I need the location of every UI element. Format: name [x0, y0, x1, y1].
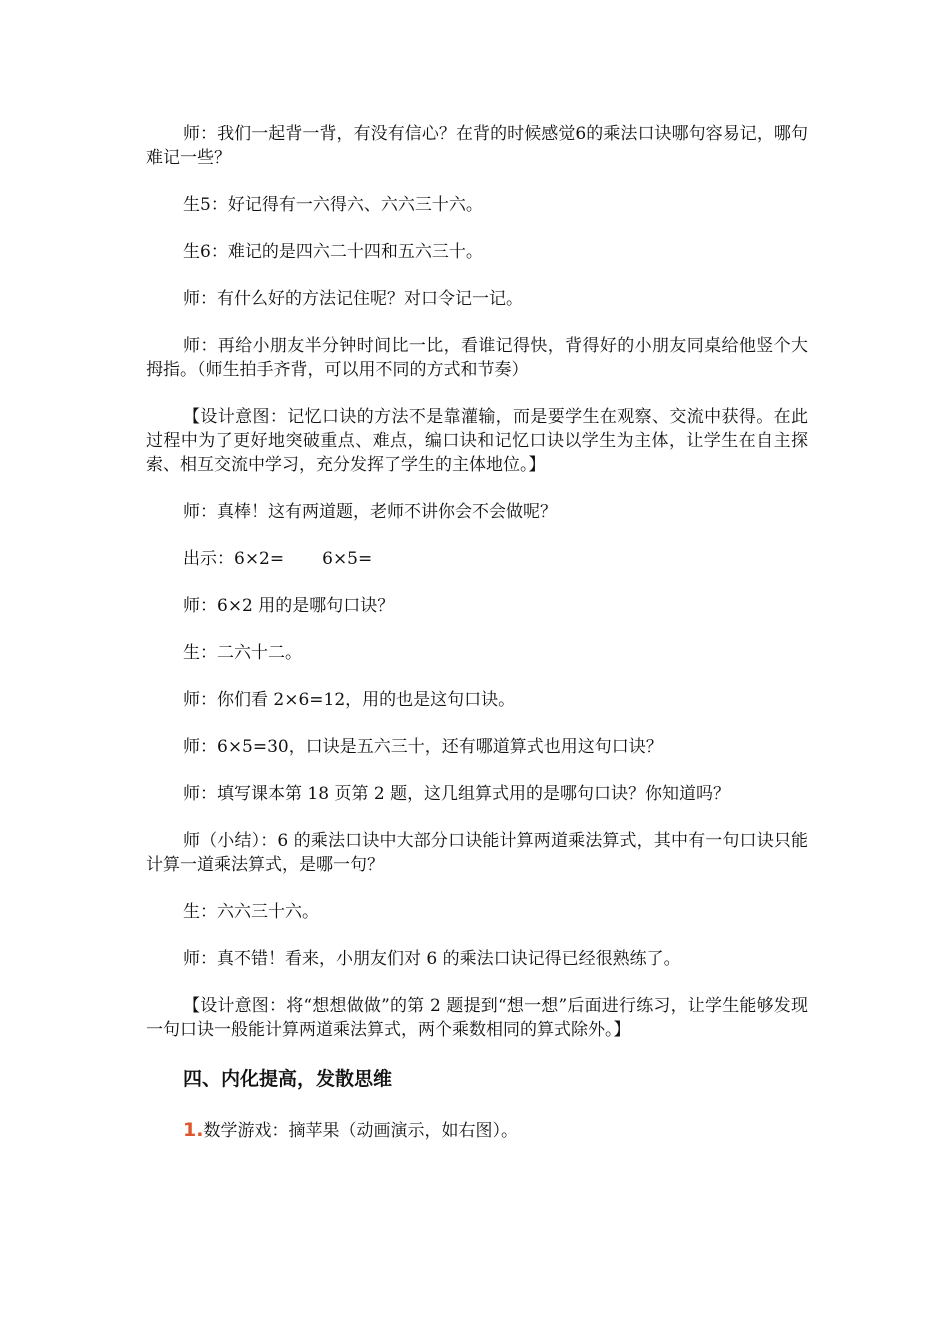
item-text: 数学游戏：摘苹果（动画演示，如右图）。: [203, 1121, 518, 1141]
show-problem-1: 出示：6×2=: [183, 549, 285, 569]
paragraph: 师：我们一起背一背，有没有信心？在背的时候感觉6的乘法口诀哪句容易记，哪句难记一些？: [146, 124, 808, 168]
paragraph: 师：6×2 用的是哪句口诀？: [183, 596, 395, 616]
paragraph: 师：再给小朋友半分钟时间比一比，看谁记得快，背得好的小朋友同桌给他竖个大拇指。（师生拍手齐背，可以用不同的方式和节奏）: [146, 336, 808, 380]
design-intent-note: 【设计意图：记忆口诀的方法不是靠灌输，而是要学生在观察、交流中获得。在此过程中为了更好地突破重点、难点，编口诀和记忆口诀以学生为主体，让学生在自主探索、相互交流中学习，充分发挥了学生的主体地位。】: [146, 407, 808, 475]
numbered-item: [146, 1117, 808, 1144]
paragraph: 师：你们看 2×6=12，用的也是这句口诀。: [183, 690, 516, 710]
paragraph: 师：真不错！看来，小朋友们对 6 的乘法口诀记得已经很熟练了。: [183, 949, 681, 969]
paragraph: 师：有什么好的方法记住呢？对口令记一记。: [183, 289, 523, 309]
paragraph: 生5：好记得有一六得六、六六三十六。: [183, 195, 483, 215]
paragraph: 生：二六十二。: [183, 643, 302, 663]
design-intent-note: 【设计意图：将“想想做做”的第 2 题提到“想一想”后面进行练习，让学生能够发现一句口诀一般能计算两道乘法算式，两个乘数相同的算式除外。】: [146, 996, 808, 1040]
paragraph: 师：真棒！这有两道题，老师不讲你会不会做呢？: [183, 502, 557, 522]
paragraph: 师：6×5=30，口诀是五六三十，还有哪道算式也用这句口诀？: [183, 737, 663, 757]
paragraph: 师：填写课本第 18 页第 2 题，这几组算式用的是哪句口诀？你知道吗？: [183, 784, 731, 804]
document-page: [146, 122, 808, 1144]
paragraph: 生：六六三十六。: [183, 902, 319, 922]
paragraph: 生6：难记的是四六二十四和五六三十。: [183, 242, 483, 262]
show-problem-2: 6×5=: [322, 549, 373, 569]
summary-paragraph: 师（小结）：6 的乘法口诀中大部分口诀能计算两道乘法算式，其中有一句口诀只能计算一道乘法算式，是哪一句？: [146, 831, 808, 875]
item-number: 1.: [183, 1119, 204, 1141]
section-heading: 四、内化提高，发散思维: [183, 1068, 393, 1090]
show-problems-line: [146, 547, 808, 571]
